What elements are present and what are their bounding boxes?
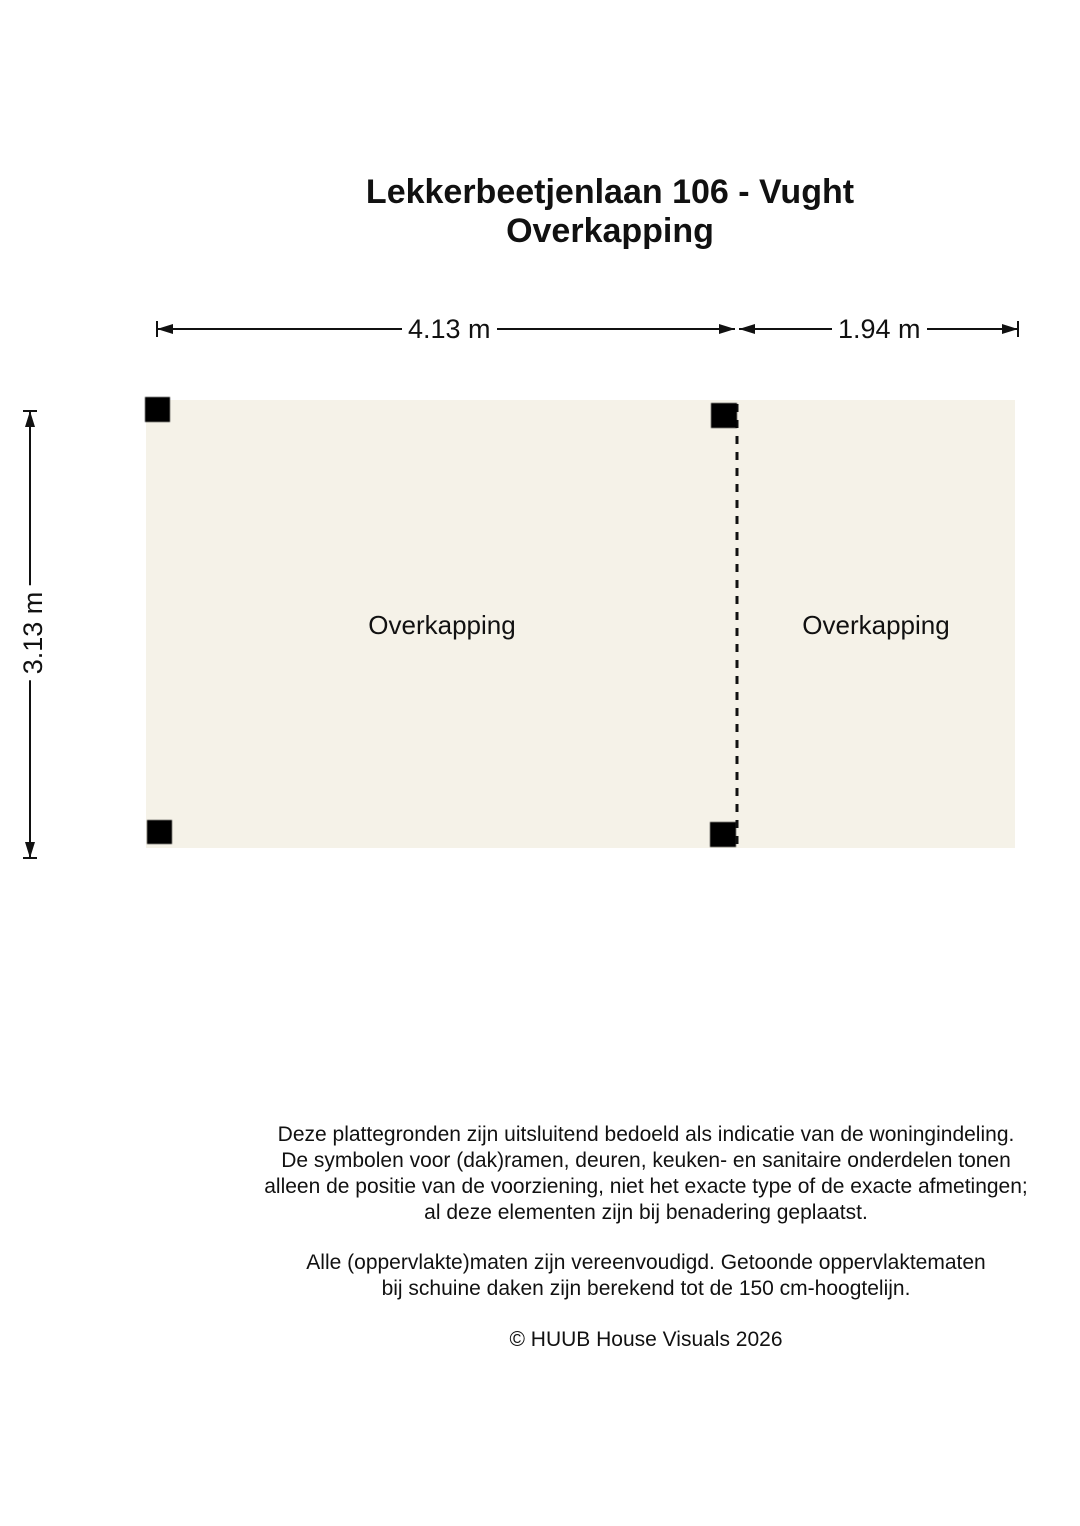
disclaimer-line: De symbolen voor (dak)ramen, deuren, keuken- en sanitaire onderdelen tonen bbox=[281, 1149, 1011, 1172]
copyright-notice: © HUUB House Visuals 2026 bbox=[509, 1328, 783, 1351]
area-note-text bbox=[200, 1250, 1080, 1302]
dimension-label-width-left: 4.13 m bbox=[402, 314, 497, 344]
post-bottom-middle bbox=[710, 822, 736, 847]
area-note-line: Alle (oppervlakte)maten zijn vereenvoudigd. Getoonde oppervlaktematen bbox=[306, 1251, 986, 1274]
disclaimer-text bbox=[200, 1122, 1080, 1226]
dimension-label-width-right: 1.94 m bbox=[832, 314, 927, 344]
dimension-label-height: 3.13 m bbox=[18, 586, 48, 681]
disclaimer-line: alleen de positie van de voorziening, niet het exacte type of de exacte afmetingen; bbox=[264, 1175, 1028, 1198]
disclaimer-line: Deze plattegronden zijn uitsluitend bedoeld als indicatie van de woningindeling. bbox=[277, 1123, 1015, 1146]
room-label-overkapping-right: Overkapping bbox=[802, 610, 950, 640]
post-bottom-left bbox=[147, 820, 172, 844]
post-top-middle bbox=[711, 403, 737, 428]
plan-subtitle: Overkapping bbox=[506, 212, 714, 250]
room-label-overkapping-left: Overkapping bbox=[368, 610, 516, 640]
plan-title: Lekkerbeetjenlaan 106 - Vught bbox=[365, 173, 855, 211]
post-top-left bbox=[145, 397, 170, 422]
disclaimer-line: al deze elementen zijn bij benadering geplaatst. bbox=[424, 1201, 868, 1224]
area-note-line: bij schuine daken zijn berekend tot de 150 cm-hoogtelijn. bbox=[381, 1277, 911, 1300]
